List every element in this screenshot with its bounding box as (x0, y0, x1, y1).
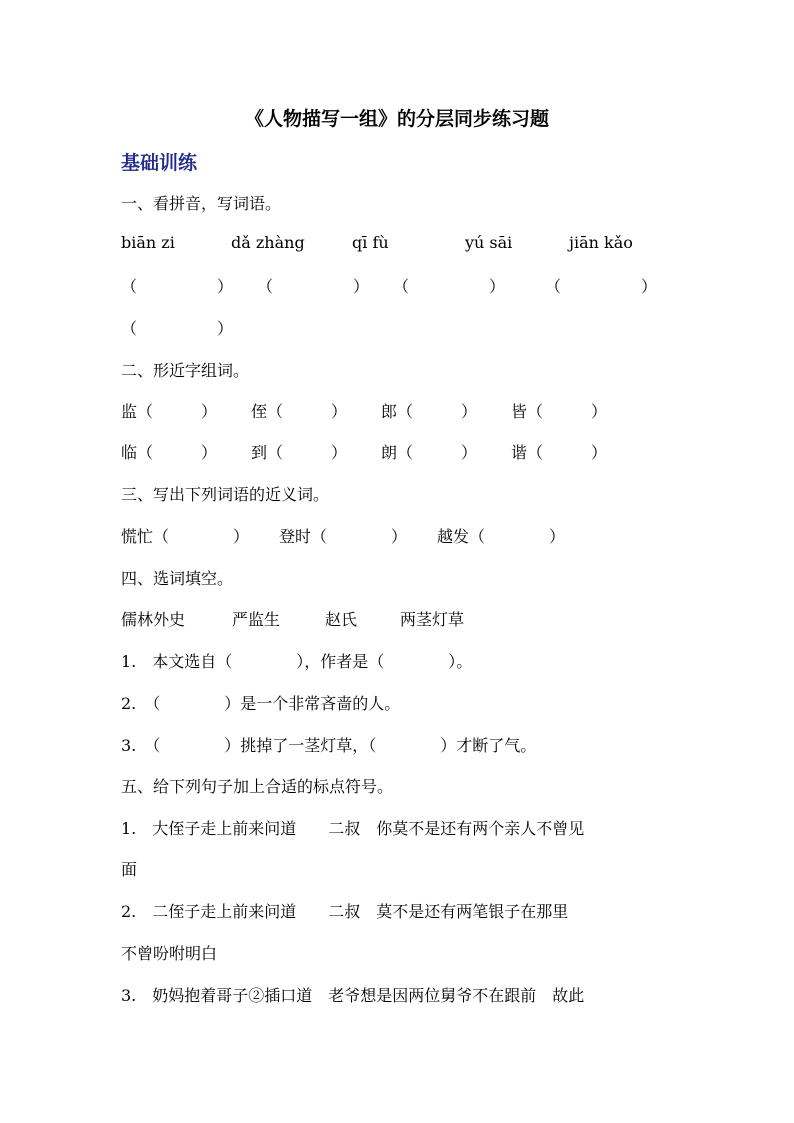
answer-blank-3[interactable]: （ ） (393, 277, 506, 296)
answer-blank-5[interactable]: （ ） (121, 319, 234, 338)
sentence-3: 3. 奶妈抱着哥子②插口道 老爷想是因两位舅爷不在跟前 故此 (121, 986, 585, 1005)
question-1-heading: 一、看拼音，写词语。 (121, 194, 282, 213)
answer-blank-2[interactable]: （ ） (257, 277, 370, 296)
page-title: 《人物描写一组》的分层同步练习题 (244, 108, 549, 130)
synonym-item[interactable]: 慌忙（ ） (121, 527, 250, 546)
char-item[interactable]: 皆（ ） (511, 402, 608, 421)
word-option: 两茎灯草 (400, 610, 465, 629)
char-item[interactable]: 朗（ ） (381, 443, 478, 462)
char-item[interactable]: 侄（ ） (251, 402, 348, 421)
sentence-1-cont: 面 (121, 860, 138, 879)
word-option: 严监生 (232, 610, 281, 629)
char-item[interactable]: 到（ ） (251, 443, 348, 462)
char-item[interactable]: 监（ ） (121, 402, 218, 421)
synonym-item[interactable]: 越发（ ） (437, 527, 566, 546)
fill-item-1[interactable]: 1. 本文选自（ ），作者是（ ）。 (121, 652, 473, 671)
sentence-1: 1. 大侄子走上前来问道 二叔 你莫不是还有两个亲人不曾见 (121, 819, 585, 838)
pinyin-5: jiān kǎo (569, 233, 633, 252)
question-3-heading: 三、写出下列词语的近义词。 (121, 485, 330, 504)
word-option: 赵氏 (325, 610, 358, 629)
pinyin-3: qī fù (352, 233, 389, 252)
pinyin-2: dǎ zhàng (231, 233, 305, 252)
fill-item-2[interactable]: 2. （ ）是一个非常吝啬的人。 (121, 694, 401, 713)
pinyin-1: biān zi (121, 233, 175, 252)
question-2-heading: 二、形近字组词。 (121, 361, 250, 380)
fill-item-3[interactable]: 3. （ ）挑掉了一茎灯草，（ ）才断了气。 (121, 736, 537, 755)
char-item[interactable]: 谐（ ） (511, 443, 608, 462)
pinyin-4: yú sāi (465, 233, 513, 252)
answer-blank-4[interactable]: （ ） (545, 277, 658, 296)
char-item[interactable]: 临（ ） (121, 443, 218, 462)
sentence-2: 2. 二侄子走上前来问道 二叔 莫不是还有两笔银子在那里 (121, 902, 569, 921)
answer-blank-1[interactable]: （ ） (121, 277, 234, 296)
word-option: 儒林外史 (121, 610, 186, 629)
question-5-heading: 五、给下列句子加上合适的标点符号。 (121, 777, 394, 796)
sentence-2-cont: 不曾吩咐明白 (121, 944, 218, 963)
section-heading: 基础训练 (121, 152, 198, 174)
question-4-heading: 四、选词填空。 (121, 569, 234, 588)
synonym-item[interactable]: 登时（ ） (279, 527, 408, 546)
char-item[interactable]: 郎（ ） (381, 402, 478, 421)
